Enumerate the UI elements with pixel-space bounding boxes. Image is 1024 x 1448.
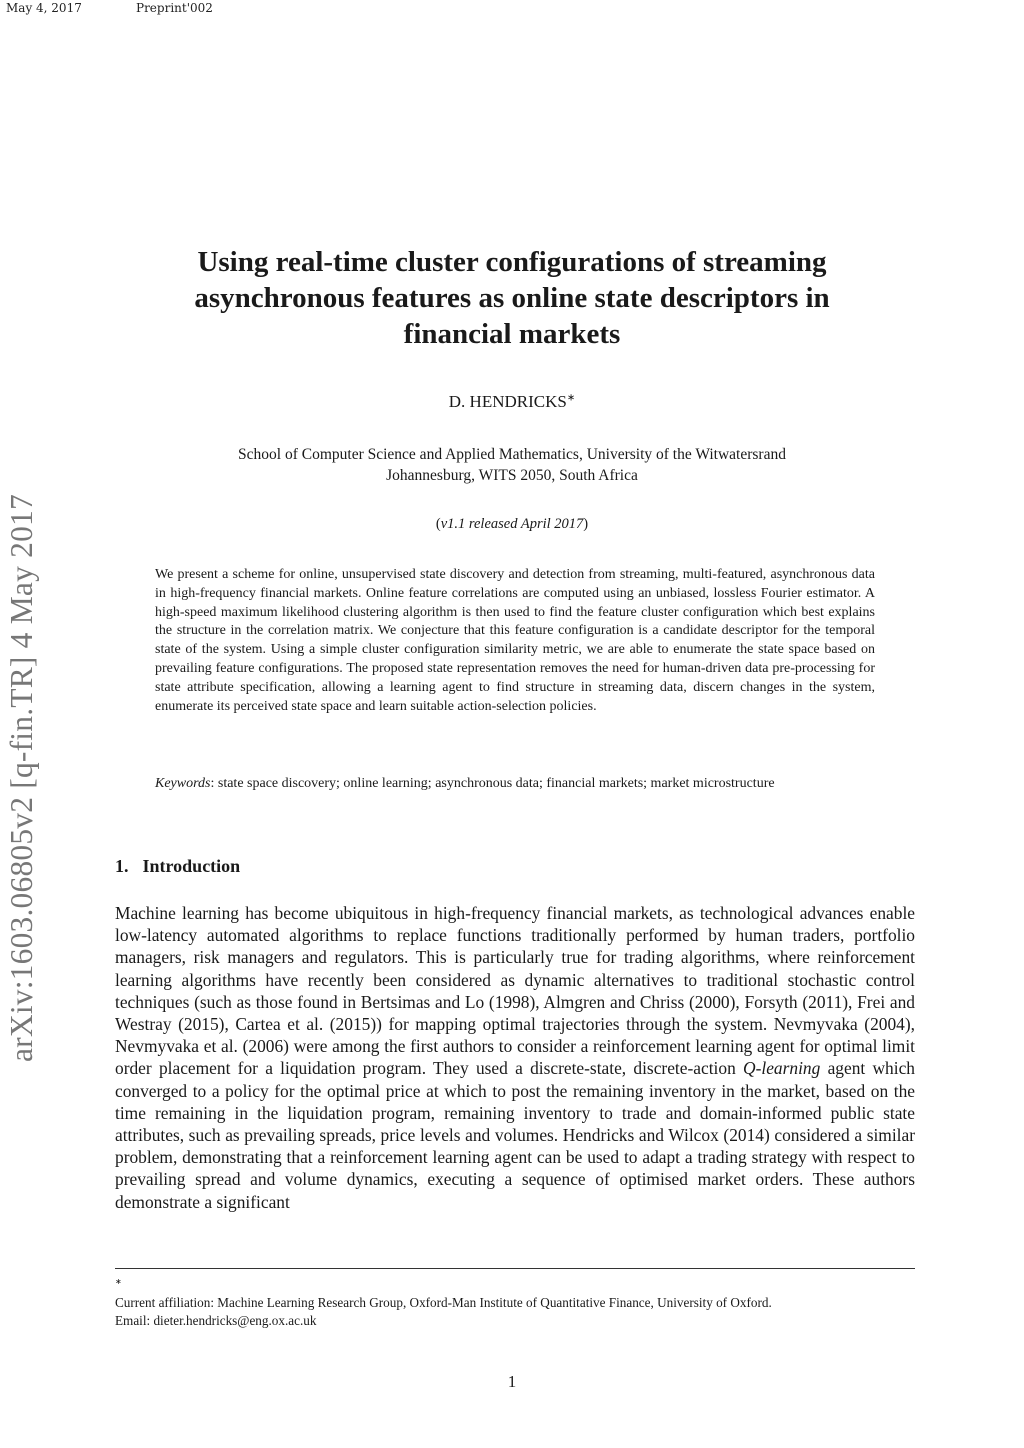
- section-heading-introduction: [115, 856, 240, 877]
- affiliation-line-2: Johannesburg, WITS 2050, South Africa: [386, 467, 638, 484]
- footnote-line-1: [115, 1273, 915, 1312]
- footnote-email: Email: dieter.hendricks@eng.ox.ac.uk: [115, 1313, 317, 1329]
- footnote-mark: ∗: [115, 1277, 122, 1286]
- title-line-2: asynchronous features as online state descriptors in: [194, 282, 830, 314]
- affiliation-line-1: School of Computer Science and Applied Mathematics, University of the Witwatersrand: [238, 446, 786, 463]
- section-title: Introduction: [142, 856, 241, 876]
- header-date: May 4, 2017: [6, 1, 82, 15]
- abstract: We present a scheme for online, unsupervised state discovery and detection from streaming, multi-featured, asynchronous data in high-frequency financial markets. Online feature correlations are computed using an unbiased, lossless Fourier estimator. A high-speed maximum likelihood clustering algorithm is then used to find the feature cluster configuration which best explains the structure in the correlation matrix. We conjecture that this feature configuration is a candidate descriptor for the temporal state of the system. Using a simple cluster configuration similarity metric, we are able to enumerate the state space based on prevailing feature configurations. The proposed state representation removes the need for human-driven data pre-processing for state attribute specification, allowing a learning agent to find structure in streaming data, discern changes in the system, enumerate its perceived state space and learn suitable action-selection policies.: [155, 567, 875, 714]
- footnote: [115, 1273, 915, 1330]
- page-number: 1: [507, 1372, 517, 1391]
- header-preprint-label: Preprint'002: [136, 1, 213, 15]
- body-emphasis-q-learning: Q-learning: [743, 1058, 821, 1079]
- version-text: v1.1 released April 2017: [440, 516, 584, 532]
- body-text-part-2: agent which converged to a policy for the optimal price at which to post the remaining inventory in the market, based on the time remaining in the liquidation program, remaining inventory to trade and domain-informed public state attributes, such as prevailing spreads, price levels and volumes. Hendricks and Wilcox (2014) considered a similar problem, demonstrating that a reinforcement learning agent can be used to adapt a trading strategy with respect to prevailing spread and volume dynamics, executing a sequence of optimised market orders. These authors demonstrate a significant: [115, 1058, 915, 1212]
- version-note: [0, 516, 1024, 533]
- author-name: D. HENDRICKS: [448, 392, 567, 411]
- keywords-text: : state space discovery; online learning; asynchronous data; financial markets; market microstructure: [210, 776, 775, 791]
- keywords: [155, 774, 875, 793]
- footnote-divider: [115, 1268, 915, 1269]
- version-open-paren: (: [435, 516, 441, 532]
- footnote-affiliation-text: Current affiliation: Machine Learning Research Group, Oxford-Man Institute of Quantitative Finance, University of Oxford.: [115, 1295, 772, 1311]
- version-close-paren: ): [583, 516, 589, 532]
- arxiv-side-identifier: arXiv:1603.06805v2 [q-fin.TR] 4 May 2017: [4, 494, 39, 1062]
- affiliation: [100, 444, 924, 486]
- section-number: 1.: [115, 856, 129, 876]
- body-text-part-1: Machine learning has become ubiquitous in high-frequency financial markets, as technological advances enable low-latency automated algorithms to replace functions traditionally performed by human traders, portfolio managers, risk managers and regulators. This is particularly true for trading algorithms, where reinforcement learning algorithms have recently been considered as dynamic alternatives to traditional stochastic control techniques (such as those found in Bertsimas and Lo (1998), Almgren and Chriss (2000), Forsyth (2011), Frei and Westray (2015), Cartea et al. (2015)) for mapping optimal trajectories through the system. Nevmyvaka (2004), Nevmyvaka et al. (2006) were among the first authors to consider a reinforcement learning agent for optimal limit order placement for a liquidation program. They used a discrete-state, discrete-action: [115, 903, 915, 1079]
- title-line-3: financial markets: [403, 318, 621, 350]
- paper-title: [100, 244, 924, 352]
- keywords-label: Keywords: [155, 776, 211, 791]
- author: [0, 392, 1024, 412]
- author-footnote-mark: ∗: [566, 392, 576, 404]
- introduction-paragraph: [115, 902, 915, 1213]
- title-line-1: Using real-time cluster configurations of streaming: [197, 246, 827, 278]
